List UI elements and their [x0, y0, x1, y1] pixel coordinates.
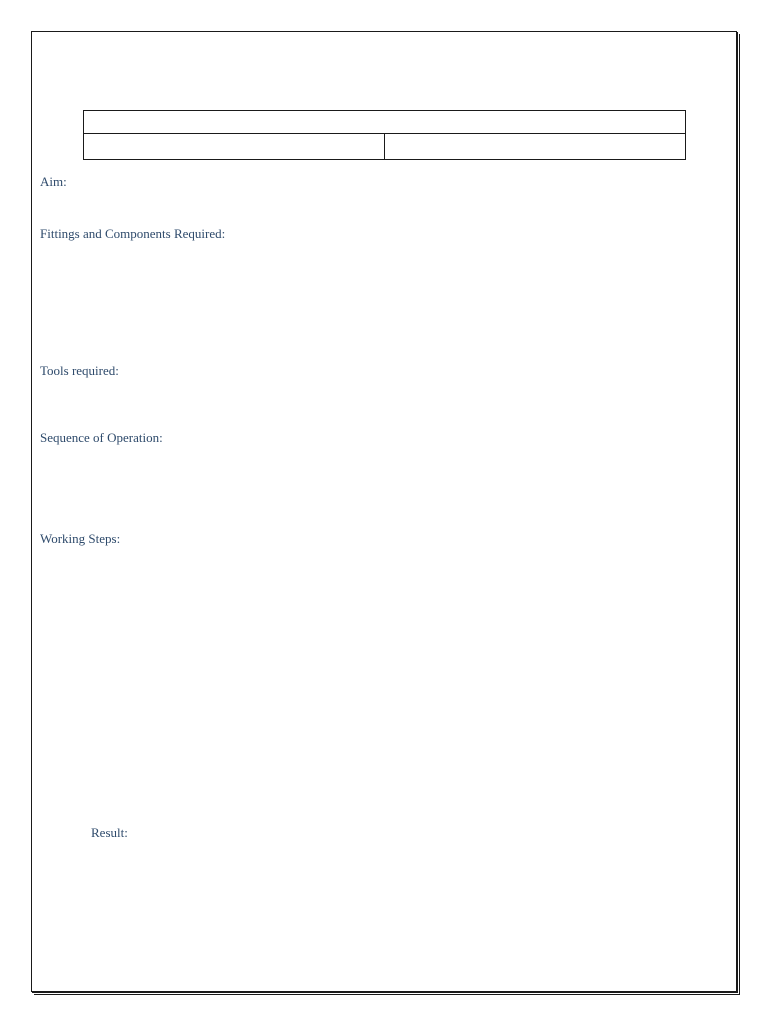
header-table-row-bottom	[84, 134, 686, 160]
fittings-heading: Fittings and Components Required:	[40, 226, 226, 241]
result-heading: Result:	[91, 825, 128, 840]
header-cell-left	[84, 134, 385, 160]
header-cell-right	[385, 134, 686, 160]
sequence-heading: Sequence of Operation:	[40, 430, 163, 445]
working-steps-heading: Working Steps:	[40, 531, 121, 546]
aim-heading: Aim:	[40, 174, 67, 189]
tools-heading: Tools required:	[40, 363, 119, 378]
header-table	[83, 110, 686, 160]
header-cell-title	[84, 111, 686, 134]
page-border	[31, 31, 737, 992]
header-table-row-top	[84, 111, 686, 134]
